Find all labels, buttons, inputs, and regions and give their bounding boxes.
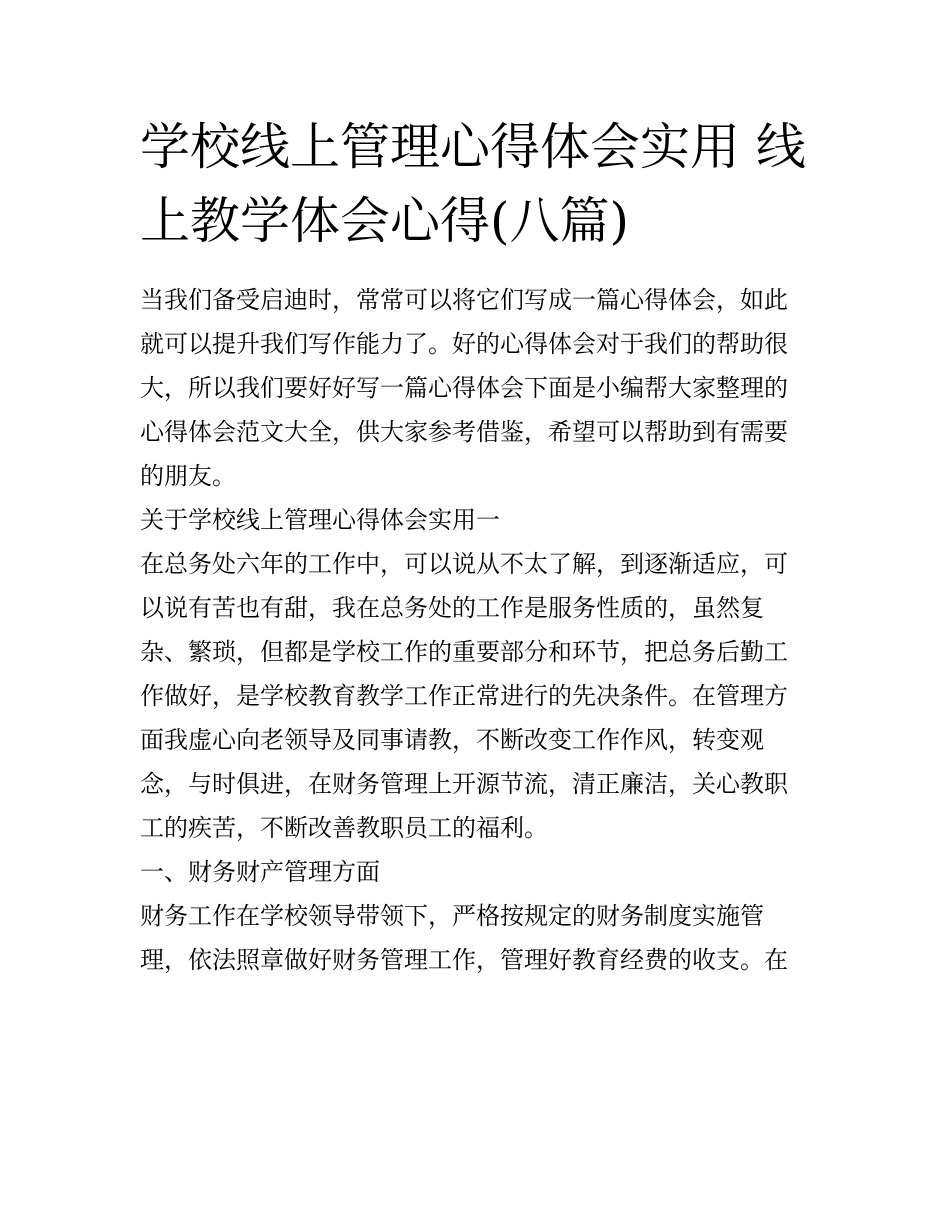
text-line: 念，与时俱进，在财务管理上开源节流，清正廉洁，关心教职 <box>140 770 788 798</box>
document-title: 学校线上管理心得体会实用 线上教学体会心得(八篇) <box>140 118 806 250</box>
text-line: 当我们备受启迪时，常常可以将它们写成一篇心得体会，如此 <box>140 286 788 314</box>
text-line: 工的疾苦，不断改善教职员工的福利。 <box>140 814 548 842</box>
text-line: 作做好，是学校教育教学工作正常进行的先决条件。在管理方 <box>140 682 788 710</box>
paragraph-intro <box>140 278 830 498</box>
document-body <box>140 278 830 982</box>
text-line: 以说有苦也有甜，我在总务处的工作是服务性质的，虽然复 <box>140 594 764 622</box>
subheading-finance <box>140 850 830 894</box>
text-line: 一、财务财产管理方面 <box>140 858 380 886</box>
text-line: 心得体会范文大全，供大家参考借鉴，希望可以帮助到有需要 <box>140 418 788 446</box>
text-line: 理，依法照章做好财务管理工作，管理好教育经费的收支。在 <box>140 946 788 974</box>
text-line: 的朋友。 <box>140 462 236 490</box>
text-line: 面我虚心向老领导及同事请教，不断改变工作作风，转变观 <box>140 726 764 754</box>
paragraph-body <box>140 542 830 850</box>
text-line: 财务工作在学校领导带领下，严格按规定的财务制度实施管 <box>140 902 764 930</box>
text-line: 就可以提升我们写作能力了。好的心得体会对于我们的帮助很 <box>140 330 788 358</box>
section-heading-one <box>140 498 830 542</box>
text-line: 大，所以我们要好好写一篇心得体会下面是小编帮大家整理的 <box>140 374 788 402</box>
text-line: 杂、繁琐，但都是学校工作的重要部分和环节，把总务后勤工 <box>140 638 788 666</box>
text-line: 关于学校线上管理心得体会实用一 <box>140 506 500 534</box>
text-line: 在总务处六年的工作中，可以说从不太了解，到逐渐适应，可 <box>140 550 788 578</box>
paragraph-finance <box>140 894 830 982</box>
